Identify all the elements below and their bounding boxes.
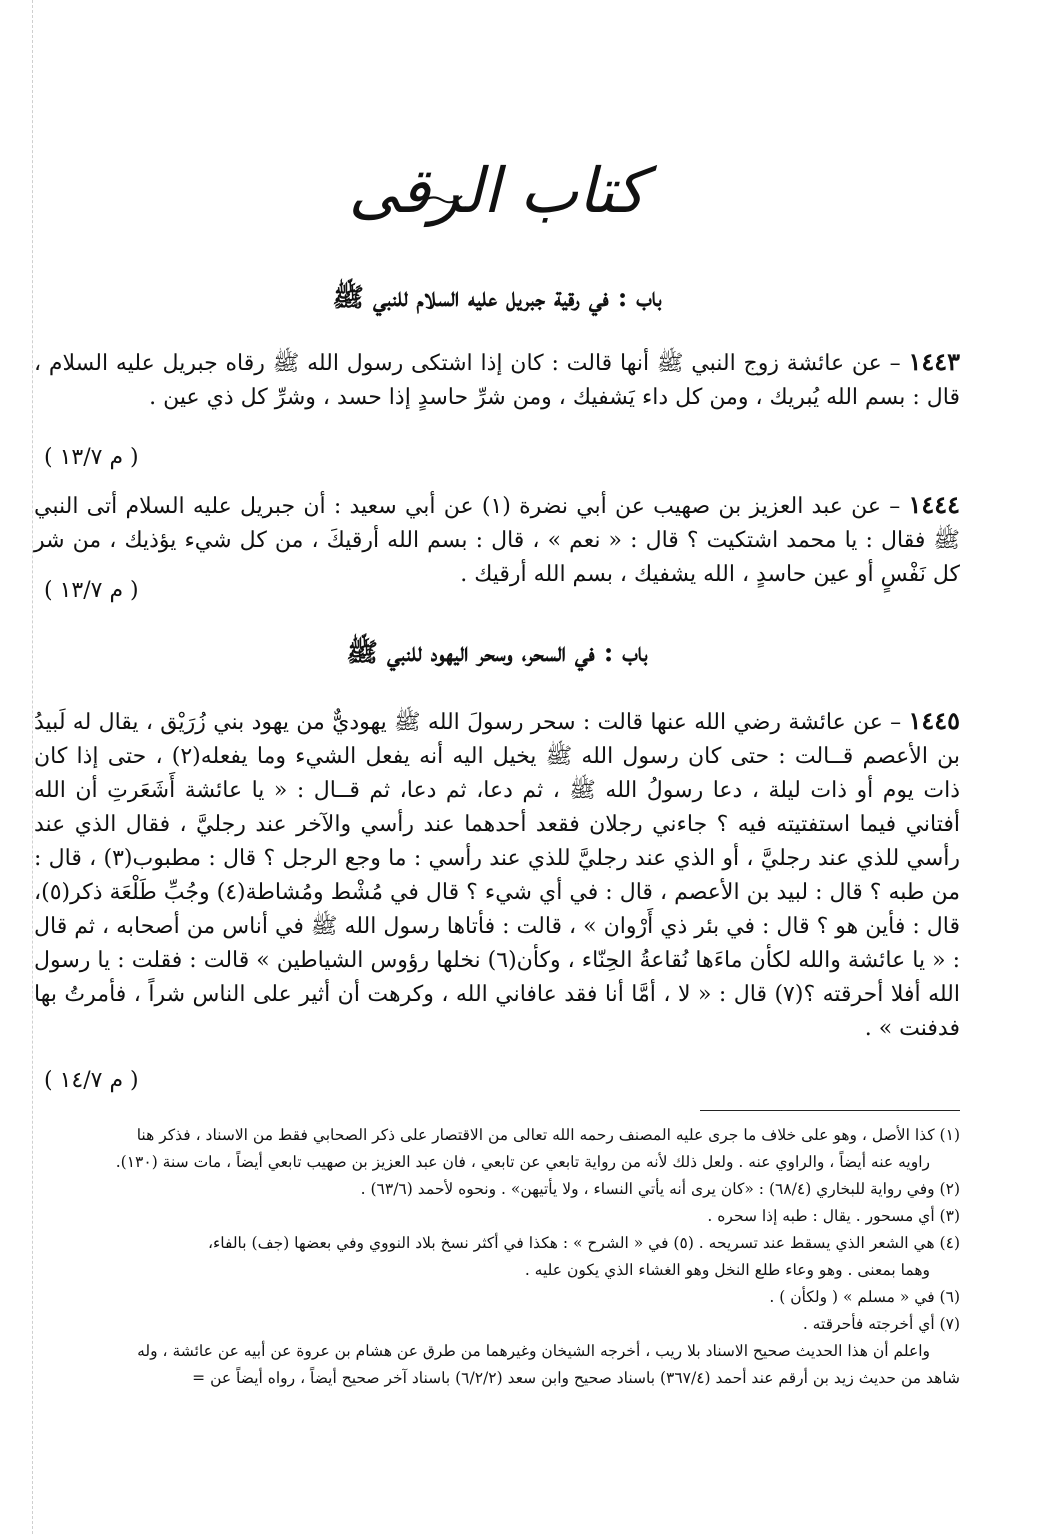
hadith-number: ١٤٤٥ — [908, 706, 960, 735]
footnote-line: (٢) وفي رواية للبخاري (٦٨/٤) : «كان يرى أنه يأتي النساء ، ولا يأتيهن» . ونحوه لأحمد (٦٣/٦) . — [360, 1180, 960, 1198]
hadith-number: ١٤٤٣ — [908, 347, 960, 376]
footnote-line: (٣) أي مسحور . يقال : طبه إذا سحره . — [707, 1207, 960, 1225]
section-heading-1: باب : في رقية جبريل عليه السلام للنبي ﷺ — [332, 283, 662, 313]
title-ornament-icon — [420, 192, 464, 206]
book-title: كتاب الرقى — [348, 154, 646, 227]
hadith-1443 — [34, 345, 960, 415]
footnote-line: وهما بمعنى . وهو وعاء طلع النخل وهو الغشاء الذي يكون عليه . — [524, 1261, 930, 1279]
page-edge-rule — [32, 0, 33, 1534]
hadith-1444 — [34, 488, 960, 592]
hadith-1445 — [34, 704, 960, 1046]
footnote-line: شاهد من حديث زيد بن أرقم عند أحمد (٣٦٧/٤) باسناد صحيح وابن سعد (٦/٢/٢) باسناد آخر صحيح أيضاً ، رواه أيضاً عن = — [192, 1369, 960, 1387]
footnote-line: (١) كذا الأصل ، وهو على خلاف ما جرى عليه المصنف رحمه الله تعالى من الاقتصار على ذكر الصحابي فقط من الاسناد ، فذكر هنا — [136, 1126, 960, 1144]
footnote-line: (٦) في « مسلم » ( ولكأن ) . — [769, 1288, 960, 1306]
hadith-text: – عن عائشة زوج النبي ﷺ أنها قالت : كان إذا اشتكى رسول الله ﷺ رقاه جبريل عليه السلام ، قال : بسم الله يُبريك ، ومن كل داء يَشفيك ، ومن شرِّ حاسدٍ إذا حسد ، وشرِّ كل ذي عين . — [34, 351, 960, 410]
footnote-line: واعلم أن هذا الحديث صحيح الاسناد بلا ريب ، أخرجه الشيخان وغيرهما من طرق عن هشام بن عروة عن أبيه عن عائشة ، وله — [137, 1342, 930, 1360]
footnote-line: (٧) أي أخرجته فأحرقته . — [802, 1315, 960, 1333]
footnote-line: (٤) هي الشعر الذي يسقط عند تسريحه . (٥) في « الشرح » : هكذا في أكثر نسخ بلاد النووي وفي بعضها (جف) بالفاء، — [207, 1234, 960, 1252]
section-heading-2: باب : في السحر، وسحر اليهود للنبي ﷺ — [346, 638, 648, 668]
hadith-text: – عن عائشة رضي الله عنها قالت : سحر رسولَ الله ﷺ يهوديٌّ من يهود بني زُرَيْق ، يقال له لَبيدُ بن الأعصم قــالت : حتى كان رسول الله ﷺ يخيل اليه أنه يفعل الشيء وما يفعله(٢) ، حتى إذا كان ذات يوم أو ذات ليلة ، دعا رسولُ الله ﷺ ، ثم دعا، ثم دعا، ثم قــال : « يا عائشة أَشَعَرتِ أن الله أفتاني فيما استفتيته فيه ؟ جاءني رجلان فقعد أحدهما عند رأسي والآخر عند رجليَّ ، فقال الذي عند رأسي للذي عند رجليَّ ، أو الذي عند رجليَّ للذي عند رأسي : ما وجع الرجل ؟ قال : مطبوب(٣) ، قال : من طبه ؟ قال : لبيد بن الأعصم ، قال : في أي شيء ؟ قال في مُشْط ومُشاطة(٤) وجُبِّ طَلْعَة ذكر(٥)، قال : فأين هو ؟ قال : في بئر ذي أَرْوان » ، قالت : فأتاها رسول الله ﷺ في أناس من أصحابه ، ثم قال : « يا عائشة والله لكأن ماءَها نُقاعةُ الحِنّاء ، وكأن(٦) نخلها رؤوس الشياطين » قالت : فقلت : يا رسول الله أفلا أحرقته ؟(٧) قال : « لا ، أمَّا أنا فقد عافاني الله ، وكرهت أن أثير على الناس شراً ، فأمرتُ بها فدفنت » . — [34, 710, 960, 1041]
footnotes — [34, 1122, 960, 1392]
footnote-line: راويه عنه أيضاً ، والراوي عنه . ولعل ذلك لأنه من رواية تابعي عن تابعي ، فان عبد العزيز بن صهيب تابعي أيضاً ، مات سنة (١٣٠). — [115, 1153, 930, 1171]
hadith-reference: ( م ١٤/٧ ) — [44, 1068, 139, 1093]
hadith-reference: ( م ١٣/٧ ) — [44, 578, 139, 603]
hadith-text: – عن عبد العزيز بن صهيب عن أبي نضرة (١) عن أبي سعيد : أن جبريل عليه السلام أتى النبي ﷺ فقال : يا محمد اشتكيت ؟ قال : « نعم » ، قال : بسم الله أرقيكَ ، من كل شيء يؤذيك ، من شر كل نَفْسٍ أو عين حاسدٍ ، الله يشفيك ، بسم الله أرقيك . — [34, 494, 960, 587]
hadith-reference: ( م ١٣/٧ ) — [44, 445, 139, 470]
footnote-divider — [700, 1110, 960, 1111]
hadith-number: ١٤٤٤ — [908, 490, 960, 519]
book-page — [34, 0, 960, 1534]
